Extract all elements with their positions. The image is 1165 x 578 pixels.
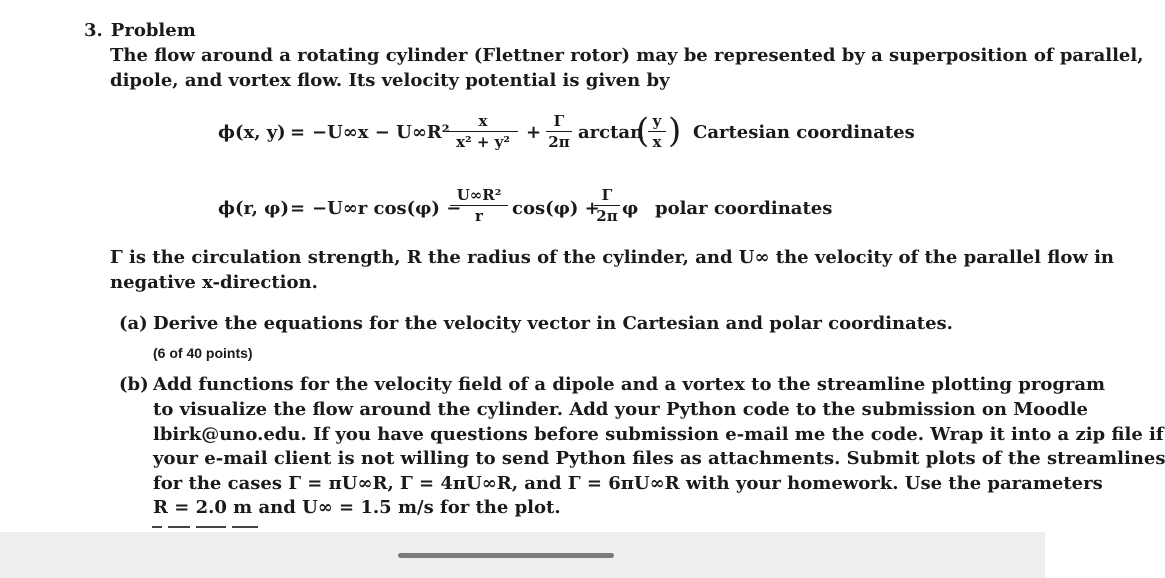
eq-polar-lhs: ϕ(r, φ) — [218, 198, 289, 219]
part-a-label: (a) — [119, 313, 148, 334]
eq-cart-frac-yx-num: y — [652, 112, 662, 130]
part-b-line-6: R = 2.0 m and U∞ = 1.5 m/s for the plot. — [153, 497, 561, 518]
part-a-text: Derive the equations for the velocity vector in Cartesian and polar coordinates. — [153, 313, 953, 334]
eq-polar-label: polar coordinates — [655, 198, 833, 219]
problem-number: 3. — [84, 20, 103, 41]
eq-cart-frac-yx — [648, 112, 666, 151]
part-b-line-5: for the cases Γ = πU∞R, Γ = 4πU∞R, and Γ = 6πU∞R with your homework. Use the parameters — [153, 473, 1103, 494]
eq-cart-frac-gamma-num: Γ — [553, 112, 565, 130]
eq-cart-frac-x-num: x — [478, 112, 488, 130]
part-b-line-1: Add functions for the velocity field of a dipole and a vortex to the streamline plotting program — [153, 374, 1106, 395]
eq-cart-frac-gamma-den: 2π — [548, 133, 570, 151]
eq-polar-term2: cos(φ) + — [512, 198, 600, 219]
part-b-line-4: your e-mail client is not willing to send Python files as attachments. Submit plots of the streamlines — [153, 448, 1165, 469]
eq-cart-term1: −U∞x − U∞R² — [312, 122, 450, 143]
eq-cart-frac-x-den: x² + y² — [456, 133, 510, 151]
description-line-1: Γ is the circulation strength, R the radius of the cylinder, and U∞ the velocity of the parallel flow in — [110, 247, 1115, 268]
part-a-points: (6 of 40 points) — [153, 345, 253, 361]
eq-polar-equals: = — [290, 198, 306, 219]
eq-polar-term1: −U∞r cos(φ) − — [312, 198, 462, 219]
eq-polar-phi: φ — [622, 198, 639, 219]
eq-cart-label: Cartesian coordinates — [693, 122, 915, 143]
eq-cart-paren-open: ( — [636, 111, 650, 151]
description-line-2: negative x-direction. — [110, 272, 318, 293]
eq-polar-frac-ur-den: r — [475, 207, 483, 225]
part-b-label: (b) — [119, 374, 149, 395]
eq-cart-frac-x — [448, 112, 518, 151]
intro-line-1: The flow around a rotating cylinder (Flettner rotor) may be represented by a superposition of parallel, — [110, 45, 1144, 66]
problem-heading — [84, 20, 196, 41]
eq-polar-frac-gamma-num: Γ — [601, 186, 613, 204]
eq-cart-lhs: ϕ(x, y) — [218, 122, 286, 143]
intro-line-2: dipole, and vortex flow. Its velocity potential is given by — [110, 70, 670, 91]
eq-polar-frac-gamma — [594, 186, 620, 225]
eq-polar-frac-ur-num: U∞R² — [456, 186, 502, 204]
home-indicator[interactable] — [398, 553, 614, 558]
eq-cart-equals: = — [290, 122, 306, 143]
eq-cart-plus: + — [526, 122, 542, 143]
eq-cart-frac-yx-den: x — [652, 133, 662, 151]
eq-cart-paren-close: ) — [668, 111, 682, 151]
eq-polar-frac-gamma-den: 2π — [596, 207, 618, 225]
eq-cart-frac-gamma — [546, 112, 572, 151]
eq-polar-frac-ur — [450, 186, 508, 225]
problem-title: Problem — [110, 20, 196, 41]
eq-cart-arctan: arctan — [578, 122, 644, 143]
part-b-line-3: lbirk@uno.edu. If you have questions before submission e-mail me the code. Wrap it into a zip file if — [153, 424, 1164, 445]
part-b-line-2: to visualize the flow around the cylinder. Add your Python code to the submission on Moodle — [153, 399, 1089, 420]
